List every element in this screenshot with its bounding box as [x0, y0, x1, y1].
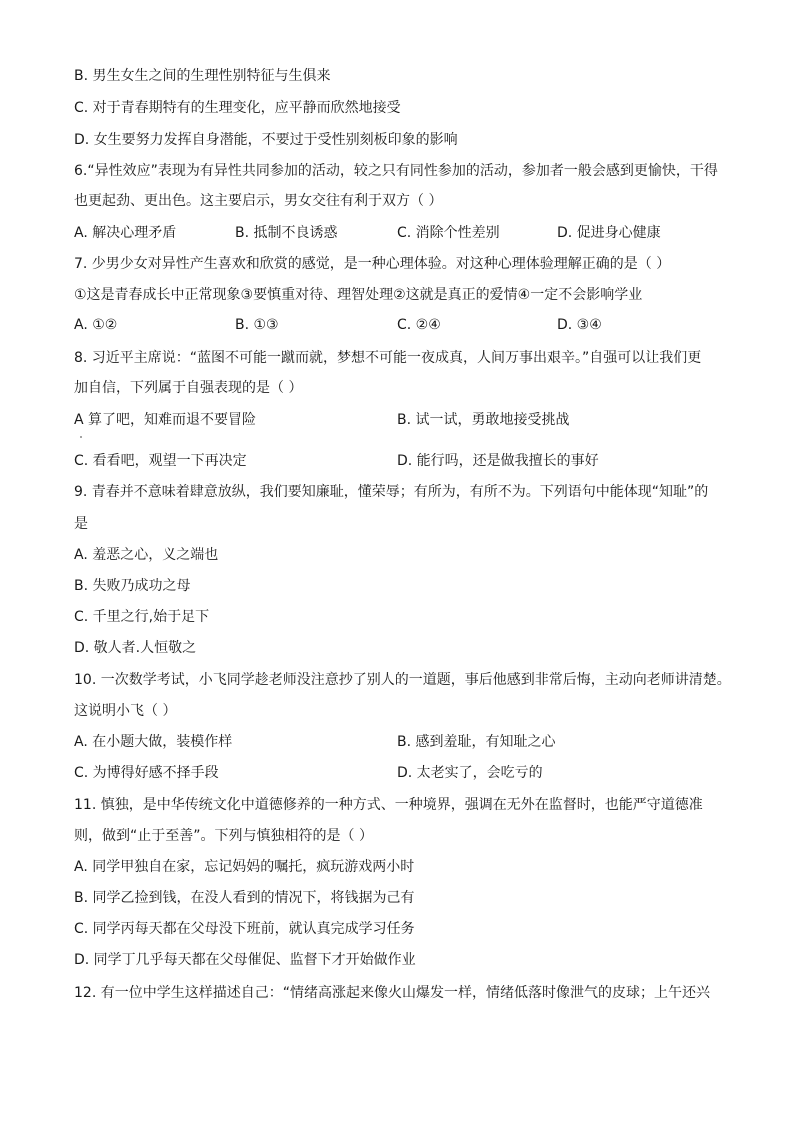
q7-option-c: C. ②④: [397, 317, 441, 333]
q7-stem-line-1: 7. 少男少女对异性产生喜欢和欣赏的感觉，是一种心理体验。对这种心理体验理解正确的是（ ）: [74, 256, 671, 272]
q9-option-a: A. 羞恶之心，义之端也: [74, 547, 219, 563]
q10-option-a: A. 在小题大做，装模作样: [74, 734, 233, 750]
q8-stem-line-1: 8. 习近平主席说：“蓝图不可能一蹴而就，梦想不可能一夜成真，人间万事出艰辛。”自强可以让我们更: [74, 350, 702, 366]
q12-stem-line-1: 12. 有一位中学生这样描述自己：“情绪高涨起来像火山爆发一样，情绪低落时像泄气的皮球；上午还兴: [74, 985, 710, 1001]
q10-option-c: C. 为博得好感不择手段: [74, 765, 219, 781]
q11-option-c: C. 同学丙每天都在父母没下班前，就认真完成学习任务: [74, 921, 415, 937]
q10-option-d: D. 太老实了，会吃亏的: [397, 765, 543, 781]
q11-option-b: B. 同学乙捡到钱，在没人看到的情况下，将钱据为己有: [74, 890, 415, 906]
q6-option-c: C. 消除个性差别: [397, 225, 500, 241]
q8-option-b: B. 试一试，勇敢地接受挑战: [397, 412, 570, 428]
q10-stem-line-2: 这说明小飞（ ）: [74, 703, 177, 719]
q9-option-d: D. 敬人者.人恒敬之: [74, 640, 197, 656]
q8-option-c: C. 看看吧，观望一下再决定: [74, 453, 247, 469]
q6-option-b: B. 抵制不良诱惑: [235, 225, 338, 241]
q8-stem-line-2: 加自信，下列属于自强表现的是（ ）: [74, 380, 303, 396]
q7-option-a: A. ①②: [74, 317, 118, 333]
q10-option-b: B. 感到羞耻，有知耻之心: [397, 734, 556, 750]
stray-mark: [80, 436, 82, 438]
q11-stem-line-2: 则，做到“止于至善”。下列与慎独相符的是（ ）: [74, 828, 373, 844]
q6-option-d: D. 促进身心健康: [557, 225, 661, 241]
q11-stem-line-1: 11. 慎独，是中华传统文化中道德修养的一种方式、一种境界，强调在无外在监督时，也能严守道德准: [74, 797, 703, 813]
q8-option-a: A 算了吧，知难而退不要冒险: [74, 412, 257, 428]
q6-stem-line-1: 6.“异性效应”表现为有异性共同参加的活动，较之只有同性参加的活动，参加者一般会感到更愉快，干得: [74, 163, 718, 179]
q7-option-b: B. ①③: [235, 317, 279, 333]
q11-option-d: D. 同学丁几乎每天都在父母催促、监督下才开始做作业: [74, 952, 416, 968]
q6-stem-line-2: 也更起劲、更出色。这主要启示，男女交往有利于双方（ ）: [74, 193, 443, 209]
q7-option-d: D. ③④: [557, 317, 602, 333]
q5-option-c: C. 对于青春期特有的生理变化，应平静而欣然地接受: [74, 100, 401, 116]
q9-stem-line-1: 9. 青春并不意味着肆意放纵，我们要知廉耻，懂荣辱；有所为，有所不为。下列语句中能体现“知耻”的: [74, 484, 709, 500]
q8-option-d: D. 能行吗，还是做我擅长的事好: [397, 453, 599, 469]
q9-option-b: B. 失败乃成功之母: [74, 578, 191, 594]
q11-option-a: A. 同学甲独自在家，忘记妈妈的嘱托，疯玩游戏两小时: [74, 859, 415, 875]
q10-stem-line-1: 10. 一次数学考试，小飞同学趁老师没注意抄了别人的一道题，事后他感到非常后悔，主动向老师讲清楚。: [74, 672, 731, 688]
q5-option-b: B. 男生女生之间的生理性别特征与生俱来: [74, 68, 331, 84]
q6-option-a: A. 解决心理矛盾: [74, 225, 177, 241]
q7-stem-line-2: ①这是青春成长中正常现象③要慎重对待、理智处理②这就是真正的爱情④一定不会影响学业: [74, 287, 643, 303]
q9-option-c: C. 千里之行,始于足下: [74, 609, 210, 625]
q9-stem-line-2: 是: [74, 516, 88, 532]
q5-option-d: D. 女生要努力发挥自身潜能，不要过于受性别刻板印象的影响: [74, 132, 458, 148]
